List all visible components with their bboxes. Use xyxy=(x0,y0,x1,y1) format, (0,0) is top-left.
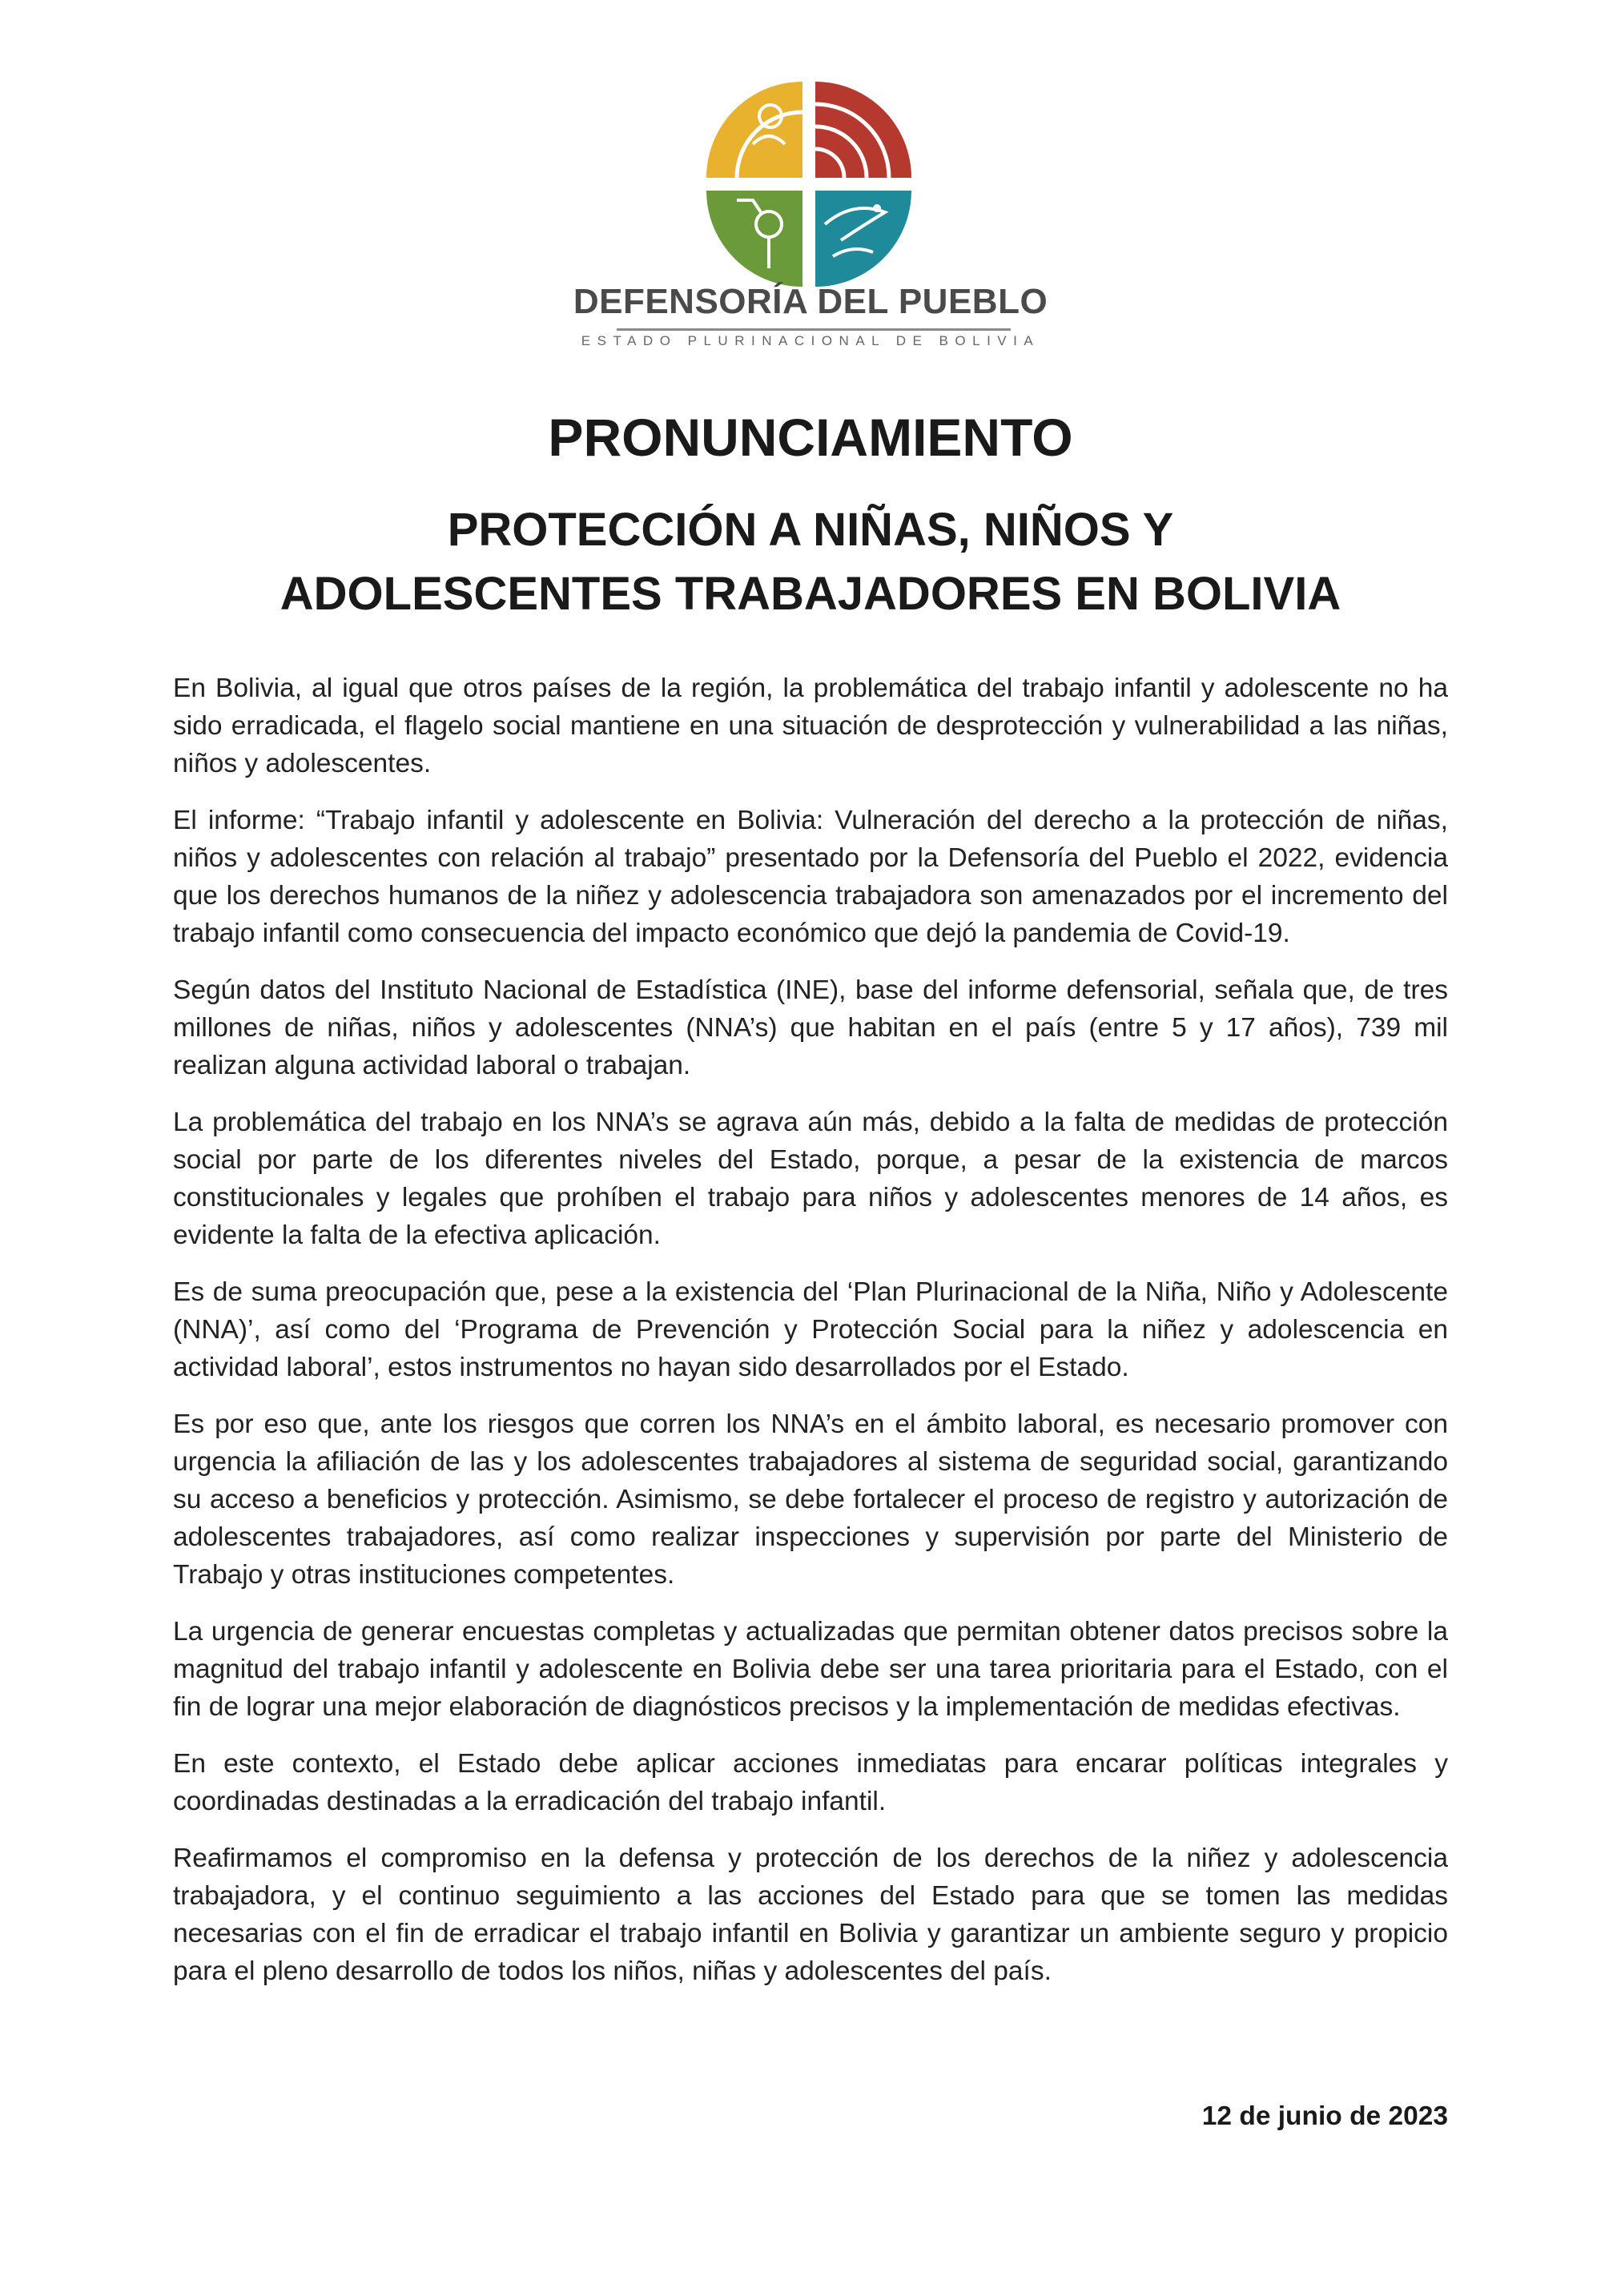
document-subtitle xyxy=(0,498,1621,626)
paragraph: El informe: “Trabajo infantil y adolescente en Bolivia: Vulneración del derecho a la protección de niñas, niños y adolescentes con relación al trabajo” presentado por la Defensoría del Pueblo el 2022, evidencia que los derechos humanos de la niñez y adolescencia trabajadora son amenazados por el incremento del trabajo infantil como consecuencia del impacto económico que dejó la pandemia de Covid-19. xyxy=(173,806,1448,948)
defensoria-logo-icon xyxy=(705,80,913,288)
paragraph: En Bolivia, al igual que otros países de la región, la problemática del trabajo infantil y adolescente no ha sido erradicada, el flagelo social mantiene en una situación de desprotección y vulnerabilidad a las niñas, niños y adolescentes. xyxy=(173,674,1448,778)
paragraph: Según datos del Instituto Nacional de Estadística (INE), base del informe defensorial, señala que, de tres millones de niñas, niños y adolescentes (NNA’s) que habitan en el país (entre 5 y 17 años), 739 mil realizan alguna actividad laboral o trabajan. xyxy=(173,975,1448,1080)
paragraph: En este contexto, el Estado debe aplicar acciones inmediatas para encarar políticas integrales y coordinadas destinadas a la erradicación del trabajo infantil. xyxy=(173,1749,1448,1816)
org-name: DEFENSORÍA DEL PUEBLO xyxy=(573,282,1048,321)
paragraph: Es por eso que, ante los riesgos que corren los NNA’s en el ámbito laboral, es necesario promover con urgencia la afiliación de las y los adolescentes trabajadores al sistema de seguridad social, garantizando su acceso a beneficios y protección. Asimismo, se debe fortalecer el proceso de registro y autorización de adolescentes trabajadores, así como realizar inspecciones y supervisión por parte del Ministerio de Trabajo y otras instituciones competentes. xyxy=(173,1409,1448,1590)
paragraph: Reafirmamos el compromiso en la defensa y protección de los derechos de la niñez y adolescencia trabajadora, y el continuo seguimiento a las acciones del Estado para que se tomen las medidas necesarias con el fin de erradicar el trabajo infantil en Bolivia y garantizar un ambiente seguro y propicio para el pleno desarrollo de todos los niños, niñas y adolescentes del país. xyxy=(173,1844,1448,1986)
subtitle-line-2: ADOLESCENTES TRABAJADORES EN BOLIVIA xyxy=(280,568,1341,620)
org-subtitle: ESTADO PLURINACIONAL DE BOLIVIA xyxy=(581,333,1040,348)
document-title: PRONUNCIAMIENTO xyxy=(548,408,1073,467)
org-divider xyxy=(617,328,1011,331)
paragraph: La urgencia de generar encuestas completas y actualizadas que permitan obtener datos precisos sobre la magnitud del trabajo infantil y adolescente en Bolivia debe ser una tarea prioritaria para el Estado, con el fin de lograr una mejor elaboración de diagnósticos precisos y la implementación de medidas efectivas. xyxy=(173,1617,1448,1722)
subtitle-line-1: PROTECCIÓN A NIÑAS, NIÑOS Y xyxy=(447,504,1174,556)
document-date: 12 de junio de 2023 xyxy=(1201,2101,1448,2131)
document-body xyxy=(173,669,1448,2009)
paragraph: Es de suma preocupación que, pese a la existencia del ‘Plan Plurinacional de la Niña, Niño y Adolescente (NNA)’, así como del ‘Programa de Prevención y Protección Social para la niñez y adolescencia en actividad laboral’, estos instrumentos no hayan sido desarrollados por el Estado. xyxy=(173,1277,1448,1382)
paragraph: La problemática del trabajo en los NNA’s se agrava aún más, debido a la falta de medidas de protección social por parte de los diferentes niveles del Estado, porque, a pesar de la existencia de marcos constitucionales y legales que prohíben el trabajo para niños y adolescentes menores de 14 años, es evidente la falta de la efectiva aplicación. xyxy=(173,1108,1448,1250)
